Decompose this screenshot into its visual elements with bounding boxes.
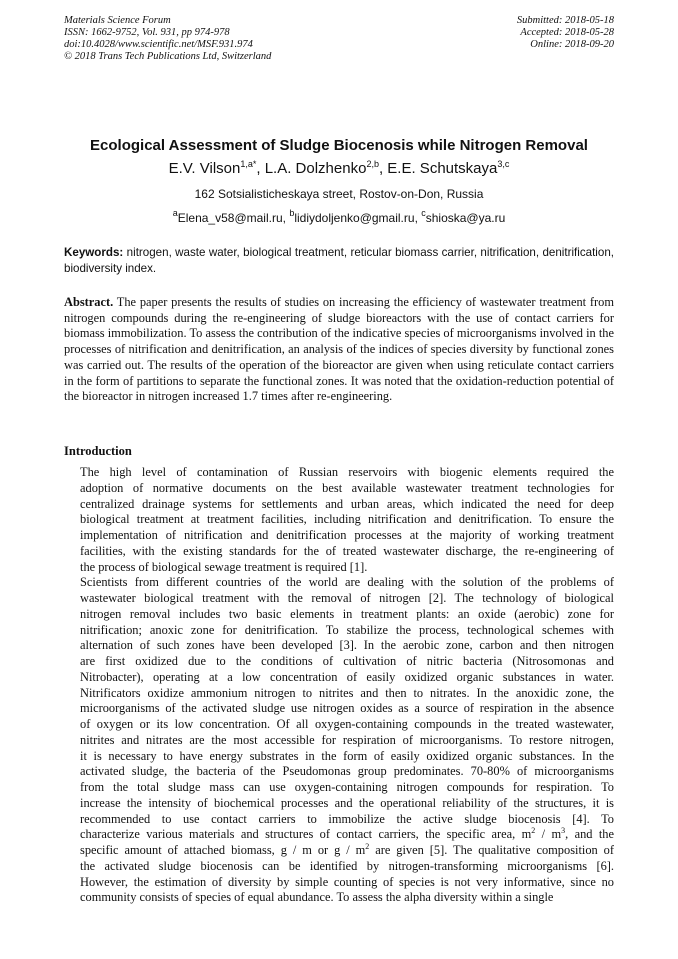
email-mark: c — [421, 208, 426, 218]
email-mark: b — [289, 208, 295, 218]
author-affiliation-mark: 2,b — [366, 159, 379, 169]
text-line: implementation of nitrification and denitrification processes at the majority of working treatment — [80, 528, 614, 542]
text-line: activated sludge, the bacteria of the Pseudomonas group predominates. 70-80% of microorganisms — [80, 764, 614, 779]
text-line: Scientists from different countries of the world are dealing with the solution of the problems of — [80, 575, 614, 590]
abstract-label: Abstract. — [64, 295, 114, 309]
author-affiliation-mark: 1,a* — [240, 159, 257, 169]
text-line: are first oxidized due to the conditions of cultivation of nitric bacteria (Nitrosomonas and — [80, 654, 614, 668]
author-name: E.E. Schutskaya — [387, 160, 498, 177]
text-line: community consists of species of equal abundance. To assess the alpha diversity within a single — [80, 890, 554, 905]
text-line: it is necessary to have energy substrates in the form of easily oxidized organic substances. In the — [80, 748, 614, 763]
journal-doi: doi:10.4028/www.scientific.net/MSF.931.974 — [64, 39, 253, 50]
text-line: However, the estimation of diversity by simple counting of species is not very informative, since no — [80, 874, 614, 889]
text-line: Nitrobacter), operating at a low concentration of easily oxidized organic substances in water. — [80, 669, 614, 684]
text-line: from the total sludge mass can use oxygen-containing nitrogen compounds for respiration. To — [80, 780, 614, 794]
email-mark: a — [172, 208, 178, 218]
text-line: biological treatment at treatment facilities, including nitrification and denitrification. To ensure the — [80, 512, 614, 527]
paper-title: Ecological Assessment of Sludge Biocenosis while Nitrogen Removal — [90, 137, 588, 154]
text-line: wastewater biological treatment with the removal of nitrogen [2]. The technology of biological — [80, 591, 614, 605]
journal-header — [64, 15, 271, 63]
keywords-text: nitrogen, waste water, biological treatment, reticular biomass carrier, nitrification, denitrification, biodiversity index. — [64, 246, 614, 275]
email-address[interactable]: shioska@ya.ru — [425, 211, 506, 225]
author-list — [40, 160, 638, 177]
text-line: characterize various materials and structures of contact carriers, the specific area, $m^2 / m^3$, and the — [80, 826, 615, 842]
text-line: centralized drainage systems for settlements and urban areas, which indicated the need for deep — [80, 496, 614, 511]
keywords-section — [64, 245, 614, 277]
introduction-paragraph-1 — [64, 465, 614, 575]
text-line: The high level of contamination of Russian reservoirs with biogenic elements required the — [80, 465, 614, 479]
email-address[interactable]: lidiydoljenko@gmail.ru — [294, 211, 415, 225]
author-name: L.A. Dolzhenko — [264, 160, 367, 177]
text-line: increase the intensity of biochemical processes and the operational reliability of the structures, it is — [80, 795, 614, 810]
email-address[interactable]: Elena_v58@mail.ru — [177, 211, 283, 225]
text-line: the process of biological sewage treatment is required [1]. — [80, 559, 368, 574]
text-line: adoption of normative documents on the best available wastewater treatment technologies for — [80, 480, 614, 495]
submitted-date: Submitted: 2018-05-18 — [516, 15, 614, 26]
online-date: Online: 2018-09-20 — [530, 39, 614, 50]
author-separator: , — [378, 160, 388, 177]
abstract-section — [64, 295, 614, 405]
text-line: microorganisms of the activated sludge use nitrogen oxides as a source of respiration in the absence — [80, 701, 614, 716]
text-line: Nitrificators oxidize ammonium nitrogen to nitrites and then to nitrates. In the anoxidic zone, the — [80, 685, 614, 700]
author-emails — [40, 208, 638, 225]
text-line: nitrification; anoxic zone for denitrification. To stabilize the process, technological schemes with — [80, 622, 614, 637]
introduction-body — [64, 465, 614, 906]
accepted-date: Accepted: 2018-05-28 — [520, 27, 614, 38]
author-separator: , — [256, 160, 265, 177]
text-line: facilities, with the existing standards for the of treated wastewater discharge, the re-engineering of — [80, 543, 614, 558]
abstract-text: The paper presents the results of studies on increasing the efficiency of wastewater treatment from nitrogen compounds during the re-engineering of sludge bioreactors with the use of contact carriers for biomass immobilization. To assess the contribution of the indicative species of microorganisms involved in the processes of nitrification and denitrification, an analysis of the indices of species diversity by functional zones was carried out. The results of the operation of the bioreactor are given when using reticulate contact carriers in the form of partitions to separate the functional zones. It was noted that the oxidation-reduction potential of the bioreactor in nitrogen increased 1.7 times after re-engineering. — [64, 295, 614, 404]
submission-dates — [517, 15, 614, 51]
journal-issn: ISSN: 1662-9752, Vol. 931, pp 974-978 — [64, 27, 230, 38]
journal-copyright: © 2018 Trans Tech Publications Ltd, Switzerland — [64, 51, 272, 62]
email-separator: , — [414, 211, 422, 225]
text-line: alternation of such zones have been developed [3]. In the aerobic zone, carbon and then nitrogen — [80, 638, 614, 653]
introduction-paragraph-2 — [64, 575, 614, 906]
text-line: nitrites and nitrates are the most accessible for respiration of microorganisms. To restore nitrogen, — [80, 732, 614, 747]
journal-name: Materials Science Forum — [64, 15, 171, 26]
keywords-label: Keywords: — [64, 246, 124, 259]
text-line: recommended to use contact carriers to immobilize the active sludge biocenosis [4]. To — [80, 811, 614, 826]
affiliation: 162 Sotsialisticheskaya street, Rostov-on-Don, Russia — [194, 187, 484, 201]
text-line: nitrogen removal includes two basic elements in treatment plants: an oxide (aerobic) zone for — [80, 606, 614, 621]
email-separator: , — [282, 211, 290, 225]
text-line: the activated sludge biocenosis can be identified by nitrogen-transforming microorganisms [6]. — [80, 858, 614, 873]
author-affiliation-mark: 3,c — [497, 159, 510, 169]
author-name: E.V. Vilson — [168, 160, 241, 177]
text-line: of oxygen or its low concentration. Of all oxygen-containing compounds in the treated wastewater, — [80, 717, 614, 731]
text-line: specific amount of attached biomass, g / m or g / $m^2$ are given [5]. The qualitative composition of — [80, 842, 614, 857]
introduction-heading: Introduction — [64, 444, 132, 458]
